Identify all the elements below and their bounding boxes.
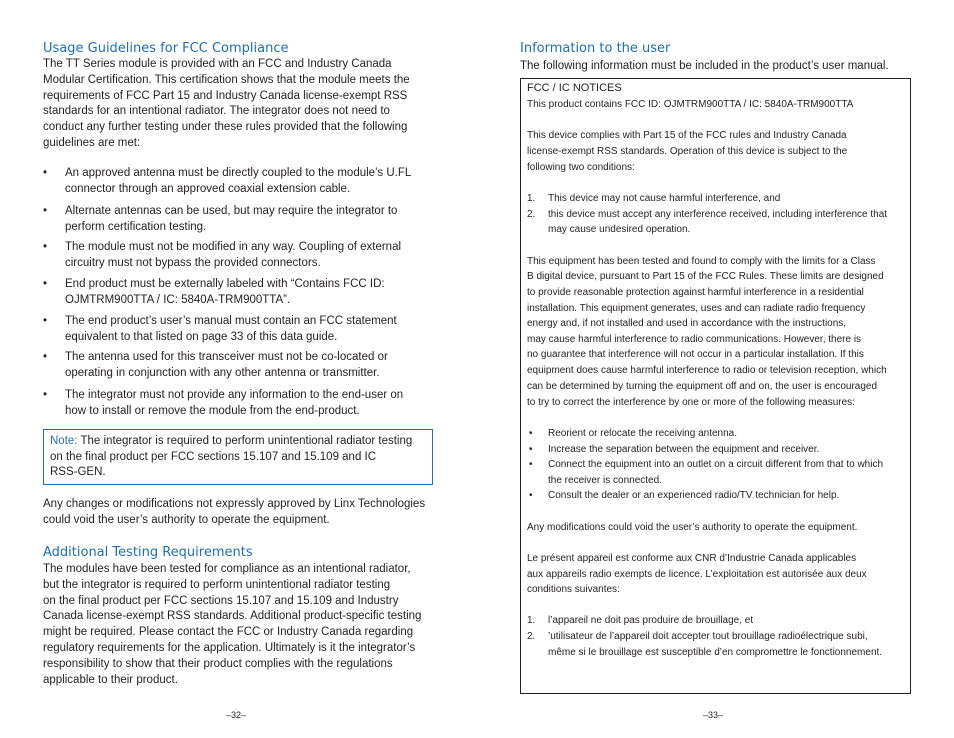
condition-number: 1. — [527, 193, 536, 204]
fcc-notices-box — [520, 78, 911, 694]
text-line: Any changes or modifications not expressly approved by Linx Technologies — [43, 498, 426, 510]
text-line: circuitry must not bypass the provided connectors. — [65, 256, 321, 269]
measure-text: Connect the equipment into an outlet on a circuit different from that to which — [548, 459, 884, 470]
text-line: regulatory requirements for the application. Ultimately is it the integrator’s — [43, 641, 416, 654]
text-line: The module must not be modified in any way. Coupling of external — [65, 241, 402, 253]
additional-testing-heading: Additional Testing Requirements — [43, 545, 253, 560]
text-line: license-exempt RSS standards. Operation of this device is subject to the — [527, 146, 848, 157]
text-line: responsibility to show that their product complies with the regulations — [43, 657, 393, 670]
condition-text: ’utilisateur de l’appareil doit accepter tout brouillage radioélectrique subi, — [548, 631, 868, 642]
text-line: This equipment has been tested and found to comply with the limits for a Class — [527, 256, 876, 267]
text-line: might be required. Please contact the FCC or Industry Canada regarding — [43, 626, 414, 639]
text-line: perform certification testing. — [65, 220, 207, 233]
text-line: Canada license-exempt RSS standards. Additional product-specific testing — [43, 610, 422, 623]
text-line: to provide reasonable protection against harmful interference in a residential — [527, 287, 864, 298]
bullet-icon: • — [43, 205, 48, 217]
text-line: An approved antenna must be directly coupled to the module’s U.FL — [65, 167, 412, 179]
text-line: The antenna used for this transceiver must not be co-located or — [65, 351, 388, 363]
text-line: how to install or remove the module from the end-product. — [65, 404, 360, 417]
text-line: This device complies with Part 15 of the FCC rules and Industry Canada — [527, 130, 847, 141]
text-line: can be determined by turning the equipment off and on, the user is encouraged — [527, 381, 878, 392]
text-line: The integrator must not provide any information to the end-user on — [65, 389, 404, 401]
fcc-id-line: This product contains FCC ID: OJMTRM900TTA / IC: 5840A-TRM900TTA — [527, 99, 854, 110]
text-line: The end product’s user’s manual must contain an FCC statement — [65, 315, 397, 327]
condition-text: This device may not cause harmful interference, and — [548, 193, 781, 204]
bullet-icon: • — [43, 278, 48, 290]
measure-text: Consult the dealer or an experienced radio/TV technician for help. — [548, 490, 840, 501]
bullet-icon: • — [43, 351, 48, 363]
note-label: Note: — [50, 435, 78, 447]
measure-text: Reorient or relocate the receiving antenna. — [548, 428, 738, 439]
text-line: Alternate antennas can be used, but may require the integrator to — [65, 205, 398, 217]
text-line: equivalent to that listed on page 33 of this data guide. — [65, 330, 338, 343]
text-line: conduct any further testing under these rules provided that the following — [43, 121, 408, 134]
text-line: aux appareils radio exempts de licence. L’exploitation est autorisée aux deux — [527, 569, 867, 580]
text-line: OJMTRM900TTA / IC: 5840A-TRM900TTA”. — [65, 293, 291, 306]
bullet-icon: • — [529, 459, 533, 470]
text-line: guidelines are met: — [43, 136, 141, 149]
note-box — [43, 429, 433, 485]
page-number: –32– — [226, 710, 247, 720]
text-line: connector through an approved coaxial extension cable. — [65, 182, 351, 195]
measure-text: Increase the separation between the equipment and receiver. — [548, 444, 820, 455]
bullet-icon: • — [43, 315, 48, 327]
notices-title: FCC / IC NOTICES — [527, 82, 622, 94]
text-line: applicable to their product. — [43, 673, 178, 686]
condition-text: même si le brouillage est susceptible d’en compromettre le fonctionnement. — [548, 647, 883, 658]
bullet-icon: • — [43, 389, 48, 401]
condition-number: 1. — [527, 615, 536, 626]
text-line: to try to correct the interference by one or more of the following measures: — [527, 397, 855, 408]
page-number: –33– — [703, 710, 724, 720]
bullet-icon: • — [529, 490, 533, 501]
testing-paragraph — [43, 562, 435, 688]
text-line: conditions suivantes: — [527, 584, 620, 595]
condition-text: l’appareil ne doit pas produire de brouillage, et — [548, 615, 754, 626]
text-line: Modular Certification. This certification shows that the module meets the — [43, 73, 410, 86]
text-line: requirements of FCC Part 15 and Industry Canada license-exempt RSS — [43, 89, 408, 102]
text-line: following two conditions: — [527, 162, 635, 173]
text-line: standards for an intentional radiator. The integrator does not need to — [43, 105, 390, 118]
text-line: energy and, if not installed and used in accordance with the instructions, — [527, 318, 847, 329]
modifications-line: Any modifications could void the user’s authority to operate the equipment. — [527, 522, 858, 533]
text-line: End product must be externally labeled with “Contains FCC ID: — [65, 278, 385, 290]
text-line: could void the user’s authority to operate the equipment. — [43, 513, 330, 526]
text-line: B digital device, pursuant to Part 15 of the FCC Rules. These limits are designed — [527, 271, 884, 282]
text-line: The modules have been tested for compliance as an intentional radiator, — [43, 563, 411, 575]
text-line: The TT Series module is provided with an FCC and Industry Canada — [43, 58, 392, 70]
condition-text: may cause undesired operation. — [548, 224, 691, 235]
fcc-intro-paragraph — [43, 57, 435, 152]
fcc-compliance-heading: Usage Guidelines for FCC Compliance — [43, 41, 289, 56]
changes-paragraph — [43, 497, 435, 529]
text-line: installation. This equipment generates, uses and can radiate radio frequency — [527, 303, 866, 314]
condition-number: 2. — [527, 209, 536, 220]
measure-text: the receiver is connected. — [548, 475, 662, 486]
text-line: operating in conjunction with any other antenna or transmitter. — [65, 366, 380, 379]
text-line: on the final product per FCC sections 15.107 and 15.109 and IC — [50, 450, 377, 463]
information-intro: The following information must be included in the product’s user manual. — [520, 60, 889, 72]
information-heading: Information to the user — [520, 41, 671, 56]
bullet-icon: • — [43, 167, 48, 179]
text-line: The integrator is required to perform unintentional radiator testing — [77, 435, 413, 447]
text-line: may cause harmful interference to radio communications. However, there is — [527, 334, 862, 345]
condition-number: 2. — [527, 631, 536, 642]
condition-text: this device must accept any interference received, including interference that — [548, 209, 888, 220]
text-line: on the final product per FCC sections 15.107 and 15.109 and Industry — [43, 594, 399, 607]
text-line: equipment does cause harmful interference to radio or television reception, which — [527, 365, 887, 376]
text-line: but the integrator is required to perform unintentional radiator testing — [43, 578, 391, 591]
bullet-icon: • — [529, 428, 533, 439]
text-line: no guarantee that interference will not occur in a particular installation. If this — [527, 349, 864, 360]
bullet-icon: • — [43, 241, 48, 253]
text-line: Le présent appareil est conforme aux CNR d’Industrie Canada applicables — [527, 553, 857, 564]
bullet-icon: • — [529, 444, 533, 455]
text-line: RSS-GEN. — [50, 466, 106, 479]
